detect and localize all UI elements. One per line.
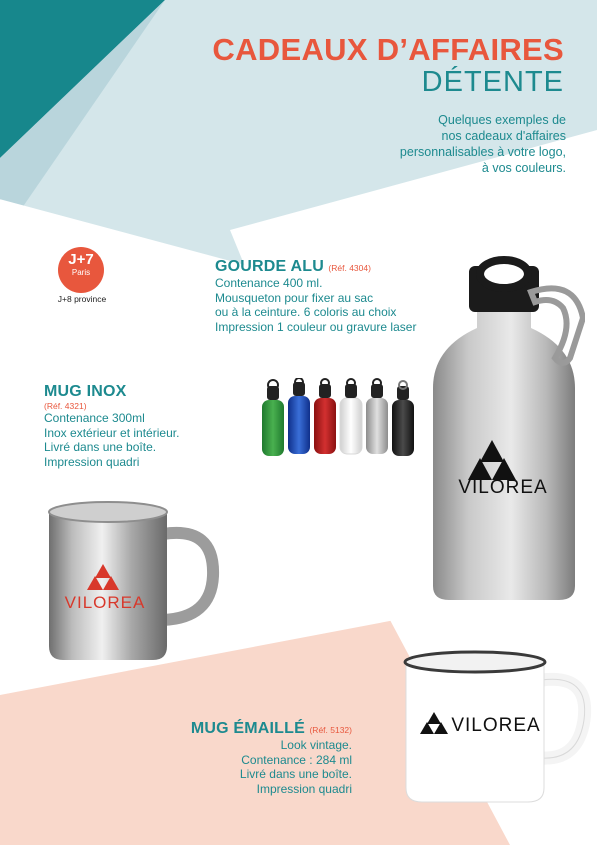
product-title: GOURDE ALU bbox=[215, 258, 324, 275]
mug-handle bbox=[542, 679, 585, 758]
product-description bbox=[44, 411, 244, 469]
desc-line: Mousqueton pour fixer au sac bbox=[215, 290, 374, 305]
bottle-silver bbox=[366, 379, 388, 454]
intro-line: à vos couleurs. bbox=[481, 161, 566, 175]
mug-logo-text: VILOREA bbox=[64, 593, 146, 612]
product-description bbox=[150, 738, 352, 796]
bottle-black bbox=[392, 381, 414, 456]
product-mug-email bbox=[150, 720, 352, 796]
mug-email-image bbox=[392, 640, 592, 808]
page-subtitle: DÉTENTE bbox=[421, 66, 564, 98]
intro-line: Quelques exemples de bbox=[438, 113, 566, 127]
product-ref: (Réf. 4321) bbox=[44, 401, 87, 411]
page-title: CADEAUX D’AFFAIRES bbox=[212, 32, 564, 67]
desc-line: Livré dans une boîte. bbox=[239, 767, 352, 781]
product-mug-inox bbox=[44, 383, 244, 469]
mug-email-logo-text: VILOREA bbox=[451, 715, 541, 736]
bottle-color-range bbox=[258, 378, 418, 460]
mug-rim bbox=[49, 502, 167, 522]
mug-handle bbox=[163, 533, 213, 620]
cap-ring bbox=[480, 260, 528, 288]
bottle-blue bbox=[288, 378, 310, 454]
intro-text bbox=[340, 112, 566, 176]
intro-line: personnalisables à votre logo, bbox=[399, 145, 566, 159]
desc-line: ou à la ceinture. 6 coloris au choix bbox=[215, 305, 397, 319]
desc-line: Inox extérieur et intérieur. bbox=[44, 425, 180, 440]
desc-line: Contenance : 284 ml bbox=[241, 752, 352, 767]
bottle-white bbox=[340, 379, 362, 454]
desc-line: Impression 1 couleur ou gravure laser bbox=[215, 319, 417, 334]
product-title: MUG INOX bbox=[44, 383, 127, 400]
bottle-logo-text: VILOREA bbox=[458, 477, 548, 498]
desc-line: Impression quadri bbox=[256, 781, 352, 796]
product-description bbox=[215, 276, 455, 334]
product-title: MUG ÉMAILLÉ bbox=[190, 720, 306, 737]
desc-line: Livré dans une boîte. bbox=[44, 440, 157, 454]
desc-line: Contenance 300ml bbox=[44, 411, 145, 425]
desc-line: Contenance 400 ml. bbox=[215, 276, 323, 290]
desc-line: Look vintage. bbox=[280, 738, 352, 752]
badge-note: J+8 province bbox=[57, 294, 107, 304]
desc-line: Impression quadri bbox=[44, 454, 140, 469]
mug-rim bbox=[405, 652, 545, 672]
badge-main-text: J+7 bbox=[68, 251, 94, 268]
gourde-alu-image bbox=[425, 248, 585, 608]
badge-sub-text: Paris bbox=[71, 268, 91, 277]
product-gourde bbox=[215, 258, 455, 334]
mug-inox-image bbox=[45, 496, 220, 664]
bottle-green bbox=[262, 380, 284, 456]
delivery-badge bbox=[58, 247, 104, 293]
intro-line: nos cadeaux d'affaires bbox=[441, 129, 566, 143]
bottle-body bbox=[433, 300, 575, 600]
product-ref: (Réf. 5132) bbox=[309, 725, 352, 735]
bottle-red bbox=[314, 379, 336, 454]
product-ref: (Réf. 4304) bbox=[328, 263, 371, 273]
